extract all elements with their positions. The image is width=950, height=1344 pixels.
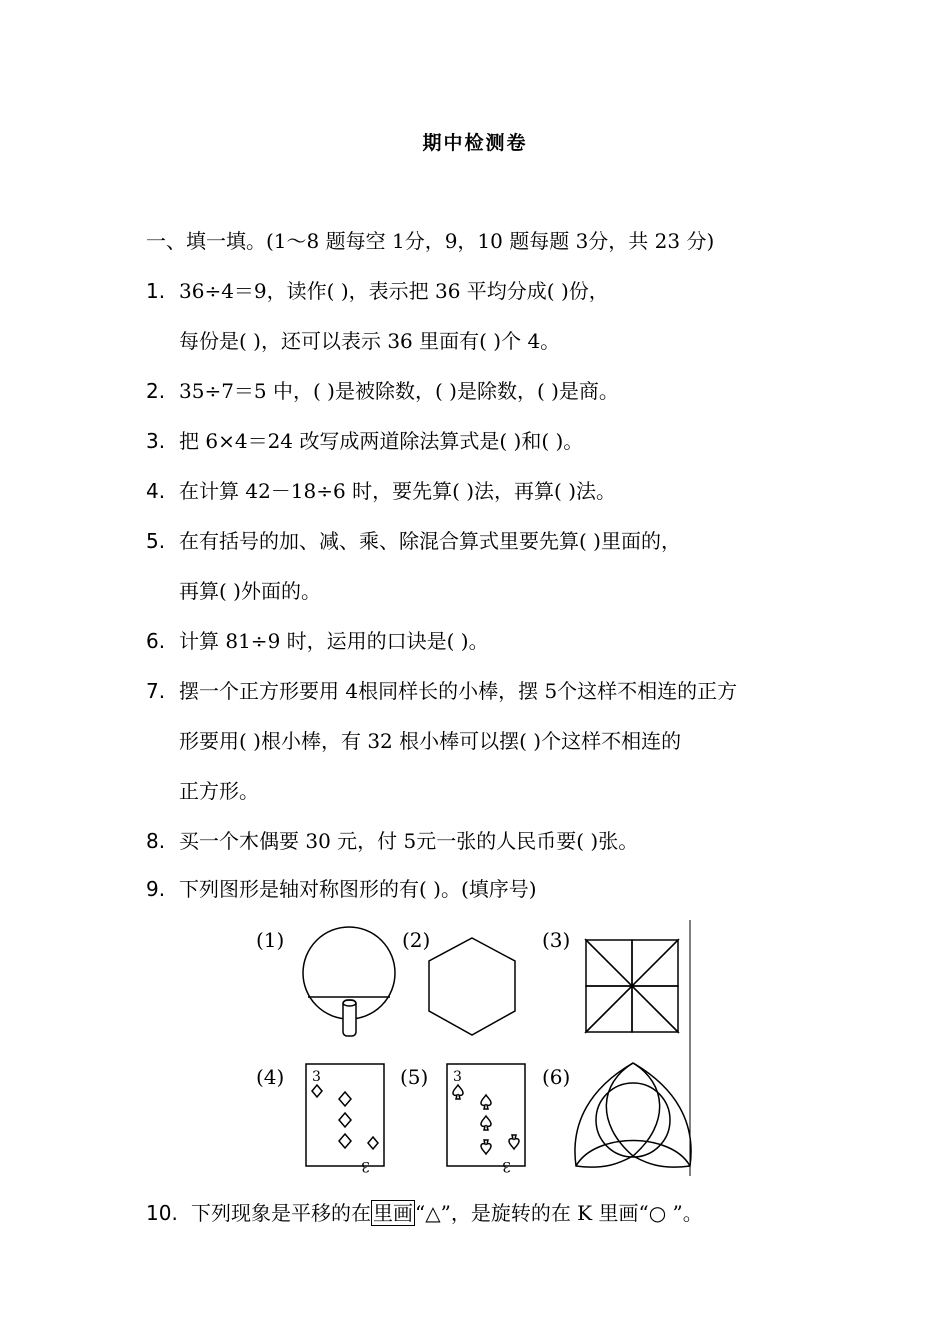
page-title: 期中检测卷 <box>422 132 528 154</box>
section-heading: 一、填一填。(1～8 题每空 1分，9，10 题每题 3分，共 23 分) <box>146 229 715 253</box>
question-number: 1. <box>146 279 166 303</box>
q10-text-before: 下列现象是平移的在 <box>191 1201 371 1225</box>
question-number: 9. <box>146 877 166 901</box>
question-text: 36÷4＝9，读作( )，表示把 36 平均分成( )份， <box>179 279 609 303</box>
figure-hexagon <box>402 928 515 1035</box>
figure-label-2: (2) <box>402 928 431 952</box>
question-number: 6. <box>146 629 166 653</box>
figure-label-6: (6) <box>542 1065 571 1089</box>
question-number: 8. <box>146 829 166 853</box>
question-number: 3. <box>146 429 166 453</box>
question-text: 每份是( )，还可以表示 36 里面有( )个 4。 <box>179 329 561 353</box>
question-text: 形要用( )根小棒，有 32 根小棒可以摆( )个这样不相连的 <box>179 729 682 753</box>
figure-triquetra <box>542 1063 691 1167</box>
answer-box: 里画 <box>373 1201 413 1225</box>
figure-card-spades <box>400 1064 525 1174</box>
question-number: 4. <box>146 479 166 503</box>
figure-label-3: (3) <box>542 928 571 952</box>
question-text: 把 6×4＝24 改写成两道除法算式是( )和( )。 <box>179 429 584 453</box>
question-text: 下列图形是轴对称图形的有( )。(填序号) <box>179 877 537 901</box>
question-text: 买一个木偶要 30 元，付 5元一张的人民币要( )张。 <box>179 829 639 853</box>
figure-label-5: (5) <box>400 1065 429 1089</box>
question-text: 计算 81÷9 时，运用的口诀是( )。 <box>179 629 489 653</box>
figure-label-1: (1) <box>256 928 285 952</box>
question-text: 再算( )外面的。 <box>179 579 321 603</box>
question-number: 7. <box>146 679 166 703</box>
figure-label-4: (4) <box>256 1065 285 1089</box>
question-number: 5. <box>146 529 166 553</box>
question-number: 10. <box>146 1201 178 1225</box>
card-rank: 3 <box>453 1069 462 1085</box>
q10-text-after: “△”，是旋转的在 K 里画“○ ”。 <box>415 1201 703 1225</box>
question-text: 在计算 42－18÷6 时，要先算( )法，再算( )法。 <box>179 479 617 503</box>
figure-pinwheel <box>542 928 678 1032</box>
question-text <box>191 1200 703 1226</box>
card-rank: 3 <box>502 1158 511 1174</box>
question-text: 摆一个正方形要用 4根同样长的小棒，摆 5个这样不相连的正方 <box>179 679 738 703</box>
question-text: 35÷7＝5 中，( )是被除数，( )是除数，( )是商。 <box>179 379 619 403</box>
figure-fan <box>256 927 395 1036</box>
question-text: 正方形。 <box>179 779 259 803</box>
question-text: 在有括号的加、减、乘、除混合算式里要先算( )里面的， <box>179 529 681 553</box>
figure-card-diamonds <box>256 1064 384 1174</box>
symmetry-figures <box>250 918 700 1180</box>
question-number: 2. <box>146 379 166 403</box>
card-rank: 3 <box>361 1158 370 1174</box>
card-rank: 3 <box>312 1069 321 1085</box>
